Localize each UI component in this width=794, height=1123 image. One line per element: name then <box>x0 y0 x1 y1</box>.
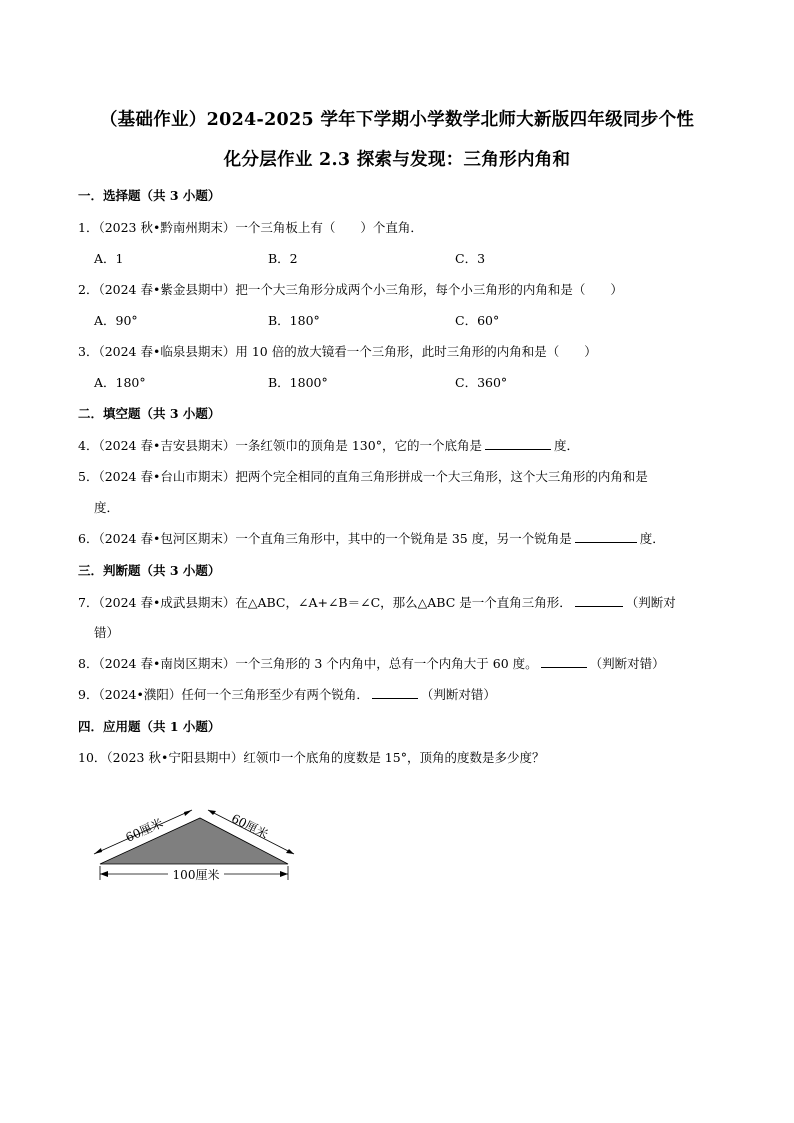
question-9 <box>78 685 496 703</box>
q9-answer-blank[interactable] <box>372 686 418 699</box>
section-heading-choice: 一．选择题（共 3 小题） <box>78 188 221 203</box>
q3-option-a: A．180° <box>94 375 146 390</box>
question-6 <box>78 529 665 547</box>
question-8 <box>78 654 665 672</box>
question-1: 1．（2023 秋•黔南州期末）一个三角板上有（ ）个直角． <box>78 220 423 235</box>
section-heading-judge: 三．判断题（共 3 小题） <box>78 563 221 578</box>
q2-option-c: C．60° <box>455 313 500 328</box>
q6-text: 6．（2024 春•包河区期末）一个直角三角形中，其中的一个锐角是 35 度，另一个锐角是 <box>78 531 572 546</box>
q8-text: 8．（2024 春•南岗区期末）一个三角形的 3 个内角中，总有一个内角大于 60 度。 <box>78 656 538 671</box>
question-2: 2．（2024 春•紫金县期中）把一个大三角形分成两个小三角形，每个小三角形的内角和是（ ） <box>78 282 623 297</box>
question-5: 5．（2024 春•台山市期末）把两个完全相同的直角三角形拼成一个大三角形，这个大三角形的内角和是 <box>78 469 648 484</box>
triangle-figure <box>88 808 308 888</box>
question-7-line-2: 错） <box>94 625 120 640</box>
q1-option-a: A．1 <box>94 251 124 266</box>
q3-option-c: C．360° <box>455 375 508 390</box>
q9-instruction: （判断对错） <box>420 687 496 702</box>
base-dim-arrow-start <box>100 871 108 877</box>
q2-option-a: A．90° <box>94 313 138 328</box>
left-dim-arrow-end <box>184 810 192 816</box>
q1-option-b: B．2 <box>268 251 298 266</box>
q6-unit: 度． <box>639 531 665 546</box>
q8-answer-blank[interactable] <box>541 655 587 668</box>
q9-text: 9．（2024•濮阳）任何一个三角形至少有两个锐角． <box>78 687 369 702</box>
question-4 <box>78 436 579 454</box>
right-dim-arrow-end <box>286 849 294 854</box>
q6-answer-blank[interactable] <box>575 530 637 543</box>
q7-text: 7．（2024 春•成武县期末）在△ABC，∠A+∠B＝∠C，那么△ABC 是一个直角三角形． <box>78 595 572 610</box>
right-dim-arrow-start <box>208 810 216 815</box>
q4-unit: 度． <box>553 438 579 453</box>
question-5-line-2: 度． <box>94 500 120 515</box>
left-side-label: 60厘米 <box>123 815 166 845</box>
right-side-label: 60厘米 <box>229 811 271 842</box>
question-7 <box>78 593 676 611</box>
page-title-line-1: （基础作业）2024-2025 学年下学期小学数学北师大新版四年级同步个性 <box>99 110 695 130</box>
question-3: 3．（2024 春•临泉县期末）用 10 倍的放大镜看一个三角形，此时三角形的内角和是（ ） <box>78 344 597 359</box>
q7-answer-blank[interactable] <box>575 594 623 607</box>
q3-option-b: B．1800° <box>268 375 328 390</box>
base-label: 100厘米 <box>172 868 220 882</box>
q1-option-c: C．3 <box>455 251 486 266</box>
q8-instruction: （判断对错） <box>589 656 665 671</box>
q4-text: 4．（2024 春•吉安县期末）一条红领巾的顶角是 130°，它的一个底角是 <box>78 438 482 453</box>
section-heading-fill: 二．填空题（共 3 小题） <box>78 406 221 421</box>
q4-answer-blank[interactable] <box>485 437 551 450</box>
q2-option-b: B．180° <box>268 313 320 328</box>
base-dim-arrow-end <box>280 871 288 877</box>
page-title-line-2: 化分层作业 2.3 探索与发现：三角形内角和 <box>223 150 571 170</box>
left-dim-arrow-start <box>94 848 102 854</box>
question-10: 10．（2023 秋•宁阳县期中）红领巾一个底角的度数是 15°，顶角的度数是多少度？ <box>78 750 545 765</box>
q7-instruction: （判断对 <box>625 595 676 610</box>
section-heading-application: 四．应用题（共 1 小题） <box>78 719 221 734</box>
